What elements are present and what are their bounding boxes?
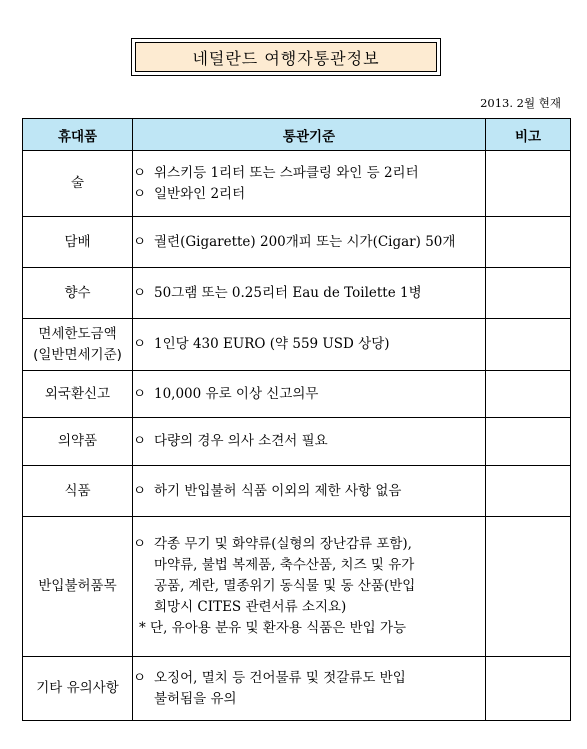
- table-row: [23, 418, 571, 466]
- bullet-paragraph: [133, 534, 485, 618]
- standard-text: 궐련(Gigarette) 200개피 또는 시가(Cigar) 50개: [154, 233, 456, 250]
- standard-text: 다량의 경우 의사 소견서 필요: [154, 433, 328, 449]
- table-header-row: [23, 119, 571, 151]
- note-cell: [486, 319, 571, 371]
- note-cell: [486, 217, 571, 268]
- bullet-line: [133, 163, 485, 184]
- standard-text: 마약류, 불법 복제품, 축수산품, 치즈 및 유가: [154, 557, 415, 573]
- table-row: [23, 151, 571, 217]
- header-note: 비고: [486, 119, 571, 151]
- paragraph-lines: [154, 668, 406, 710]
- table-row: [23, 657, 571, 721]
- note-cell: [486, 268, 571, 319]
- bullet-mark: ㅇ: [133, 233, 147, 250]
- bullet-line: [133, 431, 485, 452]
- standard-text: 50그램 또는 0.25리터 Eau de Toilette 1병: [154, 284, 422, 301]
- bullet-line: [133, 481, 485, 502]
- standard-cell: [133, 657, 486, 721]
- bullet-mark: ㅇ: [133, 385, 147, 402]
- table-row: [23, 466, 571, 517]
- standard-text: 위스키등 1리터 또는 스파클링 와인 등 2리터: [154, 164, 419, 181]
- customs-table: [22, 118, 571, 721]
- item-cell: 식품: [23, 466, 133, 517]
- standard-text: 공품, 계란, 멸종위기 동식물 및 동 산품(반입: [154, 578, 416, 594]
- standard-text: 불허됨을 유의: [154, 690, 237, 707]
- item-line: 면세한도금액: [38, 325, 117, 342]
- item-cell: [23, 319, 133, 371]
- standard-text: 10,000 유로 이상 신고의무: [154, 385, 319, 402]
- table-row: [23, 319, 571, 371]
- item-line: (일반면세기준): [33, 346, 122, 363]
- standard-cell: [133, 466, 486, 517]
- standard-cell: [133, 371, 486, 418]
- bullet-line: [133, 283, 485, 304]
- bullet-mark: ㅇ: [133, 284, 147, 301]
- bullet-mark: ㅇ: [133, 336, 147, 352]
- bullet-line: [133, 384, 485, 405]
- note-cell: [486, 466, 571, 517]
- standard-text: 일반와인 2리터: [154, 185, 246, 202]
- standard-text: 오징어, 멸치 등 건어물류 및 젓갈류도 반입: [154, 669, 406, 686]
- bullet-mark: ㅇ: [133, 536, 147, 552]
- header-item: 휴대품: [23, 119, 133, 151]
- paragraph-lines: [154, 534, 415, 618]
- item-cell: 술: [23, 151, 133, 217]
- bullet-mark: ㅇ: [133, 433, 147, 449]
- standard-cell: [133, 151, 486, 217]
- standard-cell: [133, 268, 486, 319]
- note-cell: [486, 418, 571, 466]
- bullet-mark: ㅇ: [133, 164, 147, 181]
- note-cell: [486, 657, 571, 721]
- standard-text: 각종 무기 및 화약류(실형의 장난감류 포함),: [154, 536, 412, 552]
- standard-text: 희망시 CITES 관련서류 소지요): [154, 599, 347, 615]
- standard-cell: [133, 217, 486, 268]
- item-cell: 외국환신고: [23, 371, 133, 418]
- item-cell: 담배: [23, 217, 133, 268]
- standard-cell: [133, 319, 486, 371]
- note-cell: [486, 517, 571, 657]
- header-standard: 통관기준: [133, 119, 486, 151]
- page-title: 네덜란드 여행자통관정보: [135, 42, 437, 72]
- title-frame: [131, 38, 441, 76]
- bullet-paragraph: [133, 668, 485, 710]
- date-note: 2013. 2월 현재: [480, 96, 561, 110]
- table-row: [23, 517, 571, 657]
- table-row: [23, 217, 571, 268]
- exception-note: * 단, 유아용 분유 및 환자용 식품은 반입 가능: [139, 620, 407, 636]
- standard-text: 하기 반입불허 식품 이외의 제한 사항 없음: [154, 482, 402, 499]
- bullet-mark: ㅇ: [133, 669, 147, 686]
- item-cell: 기타 유의사항: [23, 657, 133, 721]
- note-cell: [486, 151, 571, 217]
- item-cell: 반입불허품목: [23, 517, 133, 657]
- standard-text: 1인당 430 EURO (약 559 USD 상당): [154, 336, 390, 352]
- standard-cell: [133, 517, 486, 657]
- bullet-line: [133, 334, 485, 355]
- item-cell: 향수: [23, 268, 133, 319]
- bullet-line: [133, 232, 485, 253]
- item-cell: 의약품: [23, 418, 133, 466]
- bullet-line: [133, 184, 485, 205]
- bullet-mark: ㅇ: [133, 482, 147, 499]
- table-row: [23, 371, 571, 418]
- bullet-mark: ㅇ: [133, 185, 147, 202]
- standard-cell: [133, 418, 486, 466]
- note-cell: [486, 371, 571, 418]
- table-row: [23, 268, 571, 319]
